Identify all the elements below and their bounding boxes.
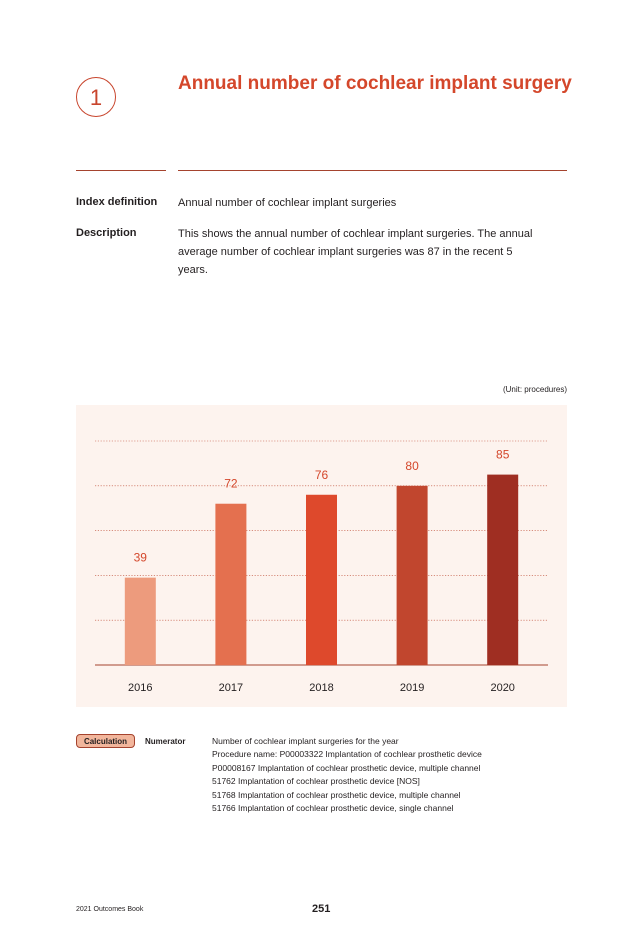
index-definition-label: Index definition — [76, 196, 158, 208]
x-tick-label: 2019 — [399, 682, 425, 694]
x-tick-label: 2020 — [490, 682, 515, 694]
bar — [215, 504, 246, 665]
numerator-label: Numerator — [145, 737, 186, 746]
divider-right — [178, 170, 567, 171]
data-label: 39 — [133, 550, 147, 565]
data-label: 85 — [496, 447, 510, 462]
data-label: 80 — [405, 458, 419, 473]
description-label: Description — [76, 227, 137, 239]
description-text — [178, 225, 568, 279]
calculation-line: Procedure name: P00003322 Implantation of cochlear prosthetic device — [212, 749, 482, 760]
index-definition-text: Annual number of cochlear implant surgeries — [178, 197, 397, 209]
description-line: average number of cochlear implant surgeries was 87 in the recent 5 — [178, 246, 513, 258]
calculation-line: 51762 Implantation of cochlear prosthetic device [NOS] — [212, 776, 420, 787]
calculation-line: Number of cochlear implant surgeries for the year — [212, 736, 399, 746]
data-label: 76 — [314, 467, 329, 482]
data-label: 72 — [224, 476, 238, 491]
x-tick-label: 2017 — [218, 682, 244, 694]
description-line: years. — [178, 264, 208, 276]
bar — [487, 475, 518, 665]
page-number: 251 — [312, 903, 331, 915]
calculation-line: P00008167 Implantation of cochlear prosthetic device, multiple channel — [212, 762, 481, 773]
bar — [306, 495, 337, 665]
chart-panel — [76, 405, 567, 707]
bar — [125, 578, 156, 665]
page-title: Annual number of cochlear implant surgery — [178, 73, 572, 94]
divider-left — [76, 170, 166, 171]
unit-note: (Unit: procedures) — [502, 385, 567, 394]
x-tick-label: 2018 — [309, 682, 334, 694]
description-line: This shows the annual number of cochlear implant surgeries. The annual — [178, 228, 533, 240]
section-number: 1 — [76, 77, 116, 117]
bar — [397, 486, 428, 665]
numerator-text — [212, 735, 482, 815]
calculation-line: 51768 Implantation of cochlear prosthetic device, multiple channel — [212, 789, 461, 800]
bar-chart — [76, 405, 567, 707]
calculation-line: 51766 Implantation of cochlear prosthetic device, single channel — [212, 803, 454, 814]
calculation-badge: Calculation — [76, 734, 135, 748]
footer-book-title: 2021 Outcomes Book — [76, 906, 144, 913]
x-tick-label: 2016 — [128, 682, 153, 694]
